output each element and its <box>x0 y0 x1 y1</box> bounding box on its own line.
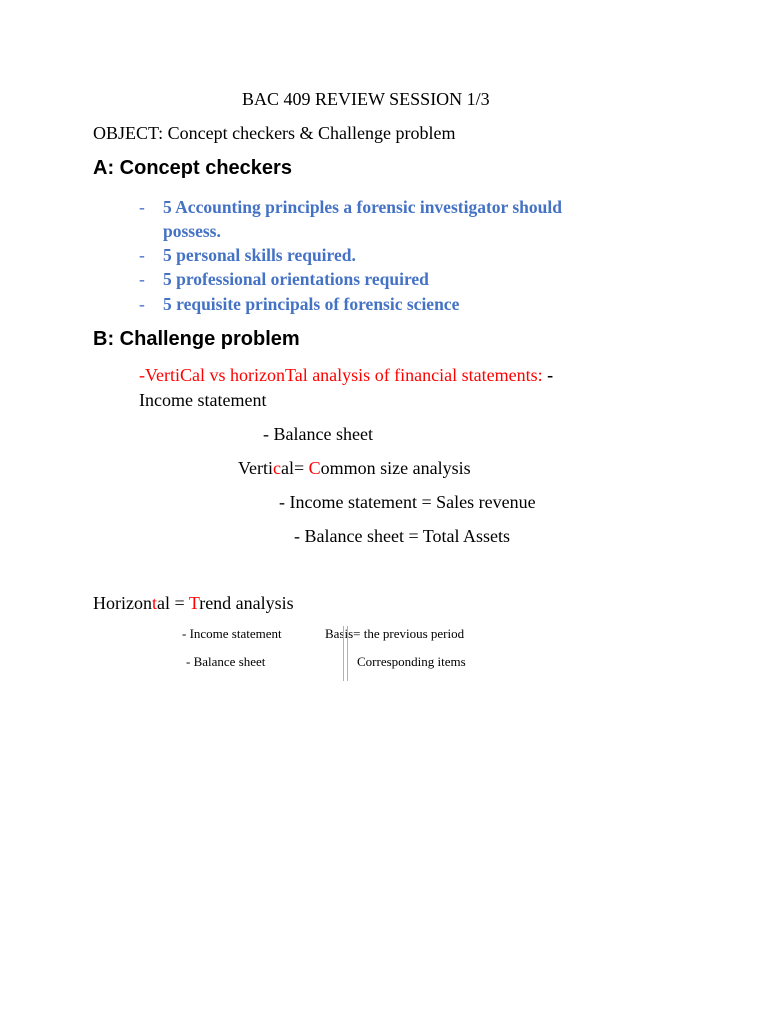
vertical-middle: al= <box>281 458 309 478</box>
corresponding-items-label: Corresponding items <box>357 654 466 669</box>
object-line: OBJECT: Concept checkers & Challenge problem <box>93 123 456 143</box>
horizontal-middle: al = <box>157 593 189 613</box>
horizontal-prefix: Horizon <box>93 593 152 613</box>
list-dash: - <box>139 245 145 265</box>
list-item-text: 5 requisite principals of forensic science <box>163 294 460 314</box>
divider-line <box>343 626 344 681</box>
analysis-intro-dash: - <box>542 365 554 385</box>
horizontal-income-statement: - Income statement <box>182 626 282 641</box>
vertical-red-C: C <box>308 458 321 478</box>
horizontal-red-T: T <box>188 593 200 613</box>
income-statement-label: Income statement <box>139 390 267 410</box>
balance-sheet-label: - Balance sheet <box>263 424 373 444</box>
section-a-heading: A: Concept checkers <box>93 157 292 179</box>
vertical-income-statement: - Income statement = Sales revenue <box>279 492 536 512</box>
list-item-text-continued: possess. <box>163 221 221 241</box>
list-item-text: 5 Accounting principles a forensic investigator should <box>163 197 562 217</box>
divider-line <box>347 626 348 681</box>
vertical-suffix: ommon size analysis <box>320 458 471 478</box>
vertical-analysis-line <box>238 458 471 479</box>
document-title: BAC 409 REVIEW SESSION 1/3 <box>242 89 490 109</box>
horizontal-balance-sheet: - Balance sheet <box>186 654 266 669</box>
basis-label: Basis= the previous period <box>325 626 465 641</box>
list-dash: - <box>139 294 145 314</box>
horizontal-red-t: t <box>151 593 157 613</box>
horizontal-suffix: rend analysis <box>199 593 294 613</box>
vertical-balance-sheet: - Balance sheet = Total Assets <box>294 526 511 546</box>
list-item-text: 5 professional orientations required <box>163 269 429 289</box>
list-dash: - <box>139 269 145 289</box>
vertical-red-c: c <box>273 458 281 478</box>
list-dash: - <box>139 197 145 217</box>
analysis-intro-red-text: -VertiCal vs horizonTal analysis of financial statements: <box>139 365 543 385</box>
horizontal-analysis-line <box>93 593 294 614</box>
analysis-intro <box>139 365 553 386</box>
vertical-prefix: Verti <box>238 458 273 478</box>
list-item-text: 5 personal skills required. <box>163 245 356 265</box>
section-b-heading: B: Challenge problem <box>93 328 300 350</box>
